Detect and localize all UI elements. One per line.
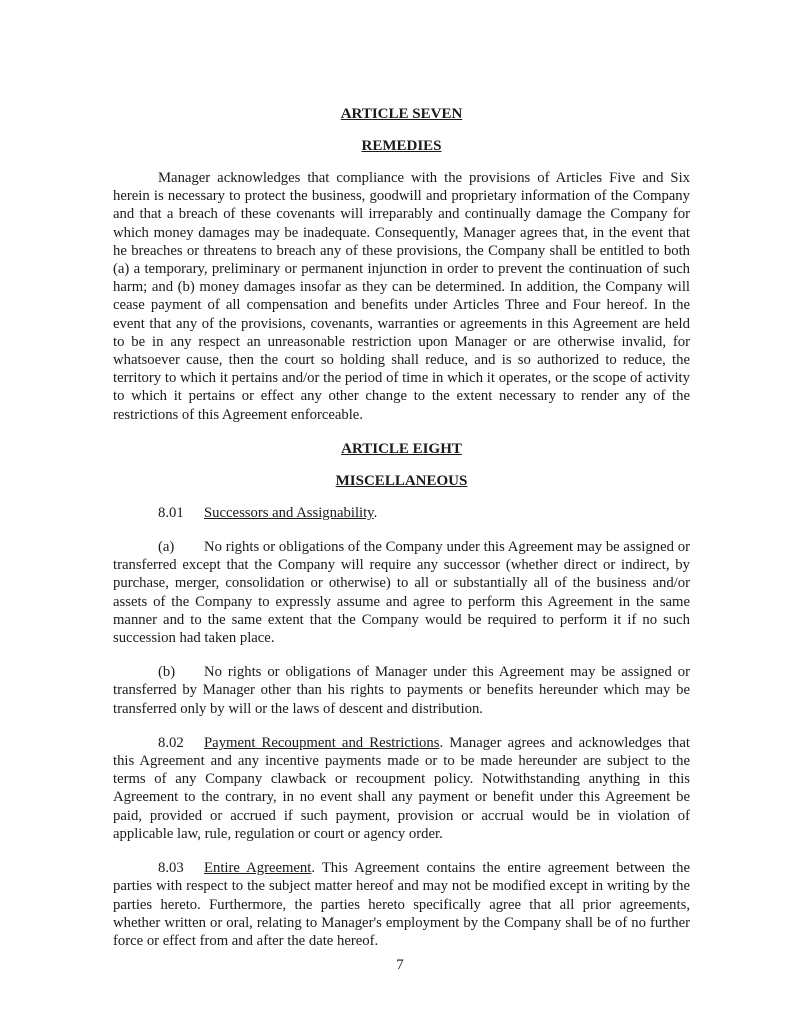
article-seven-title: ARTICLE SEVEN [340, 106, 463, 122]
section-title: Entire Agreement [204, 860, 312, 877]
subsection-text: No rights or obligations of the Company under this Agreement may be assigned or transferred except that the Company will require any successor (whether direct or indirect, by purchase, merger, consolidation or otherwise) to all or substantially all of the business and/or assets of the Company to expressly assume and agree to perform this Agreement in the same manner and to the same extent that the Company would be required to perform it if no such succession had taken place. [113, 539, 690, 647]
section-8-02 [113, 734, 690, 843]
section-number: 8.02 [158, 734, 184, 751]
remedies-subtitle: REMEDIES [361, 138, 442, 154]
section-8-03 [113, 859, 690, 950]
subsection-label: (b) [158, 664, 176, 681]
subsection-text: No rights or obligations of Manager under this Agreement may be assigned or transferred by Manager other than his rights to payments or benefits hereunder which may be transferred only by will or the laws of descent and distribution. [113, 664, 690, 717]
section-number: 8.01 [158, 504, 184, 521]
section-title: Successors and Assignability [204, 504, 374, 521]
section-8-01-heading: 8.01 Successors and Assignability. [158, 504, 378, 521]
section-text: . Manager agrees and acknowledges that this Agreement and any incentive payments made or to be made hereunder are subject to the terms of any Company clawback or recoupment policy. Notwithstanding anything in this Agreement to the contrary, in no event shall any payment or benefit under this Agreement be paid, provided or accrued if such payment, provision or accrual would be in violation of applicable law, rule, regulation or court or agency order. [113, 734, 690, 842]
section-text: . This Agreement contains the entire agreement between the parties with respect to the subject matter hereof and may not be modified except in writing by the parties hereto. Furthermore, the parties hereto specifically agree that all prior agreements, whether written or oral, relating to Manager's employment by the Company shall be of no further force or effect from and after the date hereof. [113, 860, 690, 949]
miscellaneous-subtitle: MISCELLANEOUS [335, 472, 468, 489]
section-title: Payment Recoupment and Restrictions [204, 734, 440, 751]
section-number: 8.03 [158, 860, 184, 877]
page-number: 7 [396, 957, 404, 973]
section-8-01-a [113, 538, 690, 647]
remedies-paragraph: Manager acknowledges that compliance with the provisions of Articles Five and Six herein is necessary to protect the business, goodwill and proprietary information of the Company and that a breach of these covenants will irreparably and continually damage the Company for which money damages may be inadequate. Consequently, Manager agrees that, in the event that he breaches or threatens to breach any of these provisions, the Company shall be entitled to both (a) a temporary, preliminary or permanent injunction in order to prevent the continuation of such harm; and (b) money damages insofar as they can be determined. In addition, the Company will cease payment of all compensation and benefits under Articles Three and Four hereof. In the event that any of the provisions, covenants, warranties or agreements in this Agreement are held to be in any respect an unreasonable restriction upon Manager or are otherwise invalid, for whatsoever cause, then the court so holding shall reduce, and is so authorized to reduce, the territory to which it pertains and/or the period of time in which it operates, or the scope of activity to which it pertains or effect any other change to the extent necessary to render any of the restrictions of this Agreement enforceable. [113, 170, 690, 423]
article-eight-title: ARTICLE EIGHT [341, 440, 462, 457]
subsection-label: (a) [158, 539, 175, 556]
section-8-01-b [113, 663, 690, 718]
